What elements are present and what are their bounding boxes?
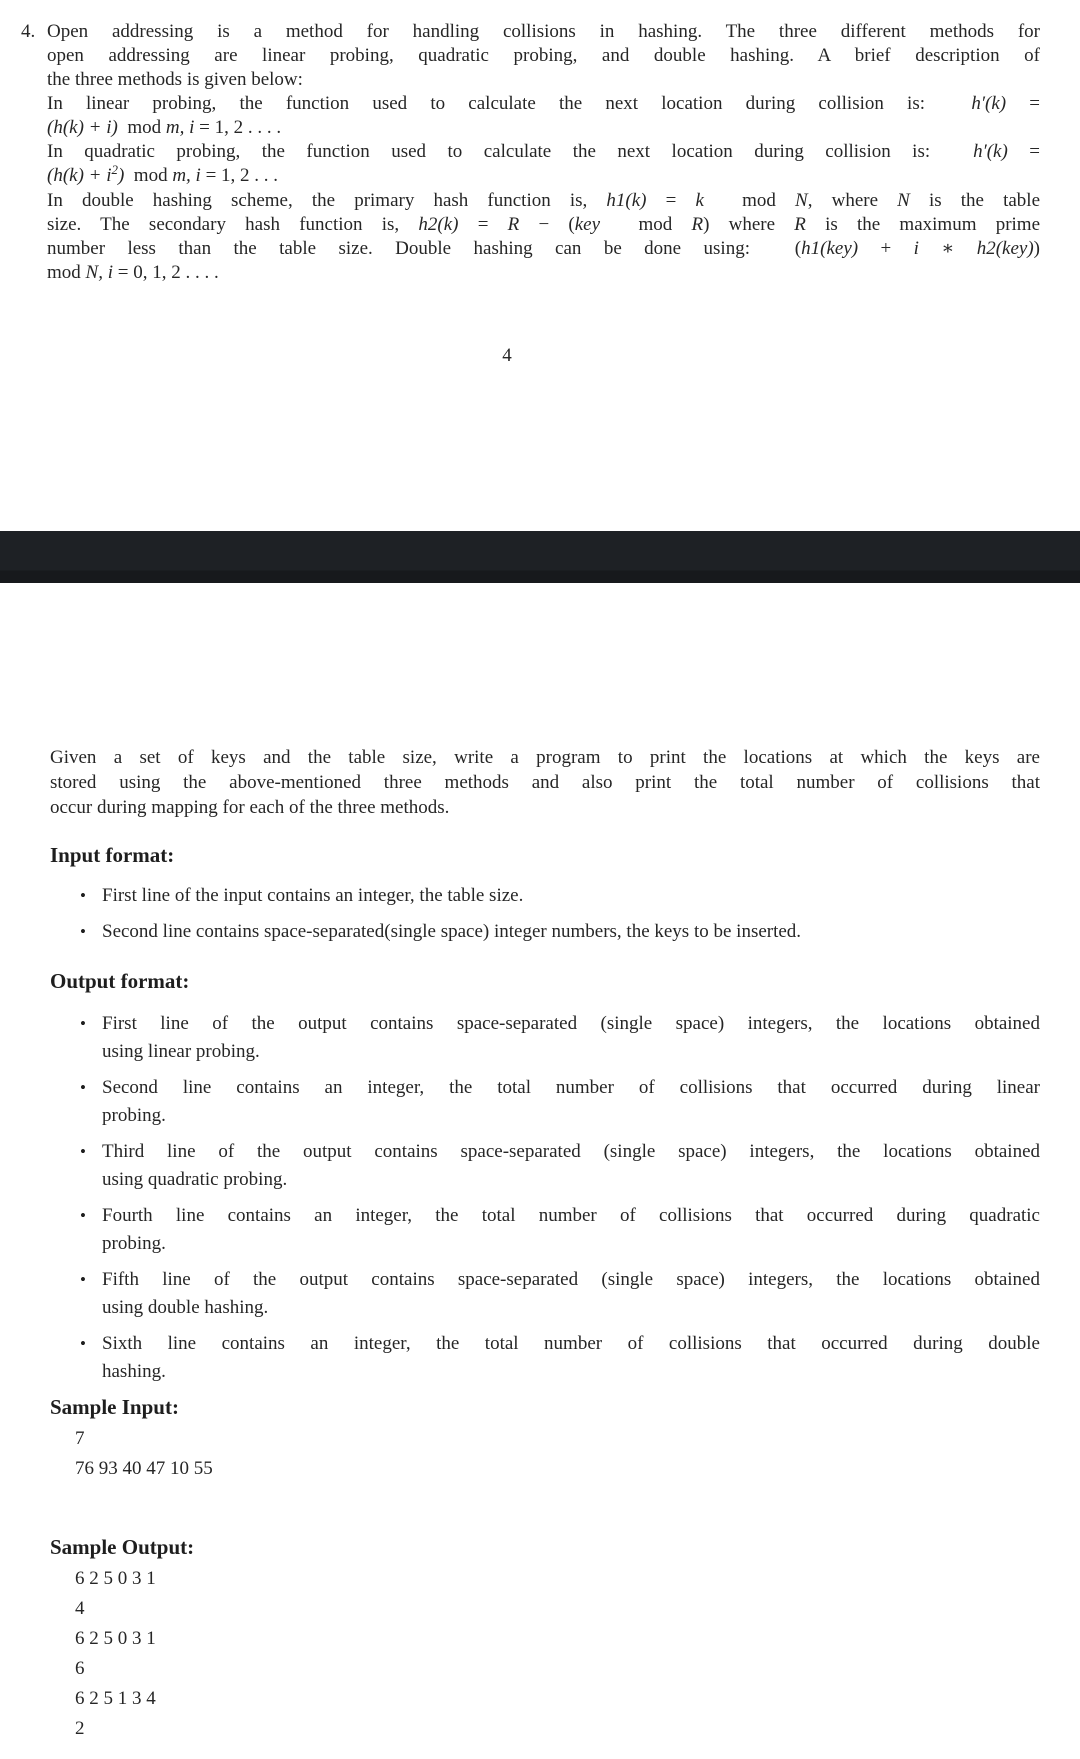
bullet-icon: •: [80, 922, 86, 941]
list-item-text: Third line of the output contains space-separated (single space) integers, the locations obtained: [102, 1141, 1040, 1162]
list-item-text: Sixth line contains an integer, the total number of collisions that occurred during double: [102, 1333, 1040, 1354]
list-item: [50, 1010, 1040, 1066]
text-line: occur during mapping for each of the three methods.: [50, 797, 450, 818]
list-item-text: First line of the output contains space-separated (single space) integers, the locations obtained: [102, 1013, 1040, 1034]
section-divider-bar: [0, 531, 1080, 583]
bullet-icon: •: [80, 1206, 86, 1225]
text-line: Open addressing is a method for handling collisions in hashing. The three different methods for: [47, 21, 1040, 42]
list-item-text: using linear probing.: [102, 1041, 260, 1062]
sample-output-lines: [50, 1564, 1040, 1744]
task-block: [50, 745, 1040, 1744]
text-line: In linear probing, the function used to calculate the next location during collision is: h′(k) =: [47, 93, 1041, 114]
bullet-icon: •: [80, 1270, 86, 1289]
text-line: number less than the table size. Double hashing can be done using: (h1(key) + i ∗ h2(key)): [47, 238, 1040, 259]
text-line: In double hashing scheme, the primary hash function is, h1(k) = k mod N, where N is the table: [47, 190, 1041, 211]
list-item-text: using quadratic probing.: [102, 1169, 288, 1190]
bullet-icon: •: [80, 886, 86, 905]
bullet-icon: •: [80, 1078, 86, 1097]
page-number: 4: [502, 345, 512, 366]
output-format-list: [50, 1010, 1040, 1386]
list-item-text: using double hashing.: [102, 1297, 269, 1318]
sample-line: 4: [75, 1598, 85, 1619]
list-item: [50, 1330, 1040, 1386]
sample-line: 6: [75, 1658, 85, 1679]
list-item-text: hashing.: [102, 1361, 166, 1382]
paragraph: [47, 140, 1040, 189]
sample-line: 6 2 5 1 3 4: [75, 1688, 156, 1709]
list-item: [50, 882, 1040, 910]
bullet-icon: •: [80, 1142, 86, 1161]
paragraph: [47, 189, 1040, 285]
sample-input-lines: [50, 1424, 1040, 1484]
sample-line: 2: [75, 1718, 85, 1739]
question-number: 4.: [21, 21, 36, 42]
text-line: stored using the above-mentioned three methods and also print the total number of collisions that: [50, 772, 1040, 793]
text-line: $(h(k) + i^2)$ mod m, i = 1, 2 . . .: [47, 161, 279, 186]
bullet-icon: •: [80, 1334, 86, 1353]
sample-line: 76 93 40 47 10 55: [75, 1458, 213, 1479]
paragraph: [47, 20, 1040, 92]
paragraph: [47, 92, 1040, 140]
bullet-icon: •: [80, 1014, 86, 1033]
list-item-text: First line of the input contains an integer, the table size.: [102, 885, 524, 906]
list-item-text: Fifth line of the output contains space-separated (single space) integers, the locations obtained: [102, 1269, 1040, 1290]
input-format-heading: Input format:: [50, 843, 175, 867]
sample-output-heading: Sample Output:: [50, 1535, 195, 1559]
list-item-text: probing.: [102, 1233, 166, 1254]
list-item-text: probing.: [102, 1105, 166, 1126]
sample-line: 6 2 5 0 3 1: [75, 1568, 156, 1589]
text-line: open addressing are linear probing, quadratic probing, and double hashing. A brief description of: [47, 45, 1040, 66]
text-line: size. The secondary hash function is, h2(k) = R − (key mod R) where R is the maximum prime: [47, 214, 1041, 235]
list-item-text: Second line contains an integer, the total number of collisions that occurred during linear: [102, 1077, 1040, 1098]
list-item: [50, 1202, 1040, 1258]
question-body: [47, 20, 1040, 285]
list-item: [50, 1266, 1040, 1322]
output-format-heading: Output format:: [50, 969, 190, 993]
text-line: In quadratic probing, the function used to calculate the next location during collision is: h′(k) =: [47, 141, 1040, 162]
sample-input-heading: Sample Input:: [50, 1395, 179, 1419]
text-line: (h(k) + i) mod m, i = 1, 2 . . . .: [47, 117, 282, 138]
input-format-list: [50, 882, 1040, 946]
list-item-text: Fourth line contains an integer, the total number of collisions that occurred during quadratic: [102, 1205, 1040, 1226]
sample-line: 7: [75, 1428, 85, 1449]
text-line: Given a set of keys and the table size, write a program to print the locations at which the keys are: [50, 747, 1040, 768]
text-line: mod N, i = 0, 1, 2 . . . .: [47, 262, 219, 283]
list-item: [50, 918, 1040, 946]
text-line: the three methods is given below:: [47, 69, 303, 90]
list-item-text: Second line contains space-separated(single space) integer numbers, the keys to be inserted.: [102, 921, 802, 942]
question-block: [21, 20, 1040, 285]
list-item: [50, 1138, 1040, 1194]
list-item: [50, 1074, 1040, 1130]
task-description: [50, 745, 1040, 820]
sample-line: 6 2 5 0 3 1: [75, 1628, 156, 1649]
